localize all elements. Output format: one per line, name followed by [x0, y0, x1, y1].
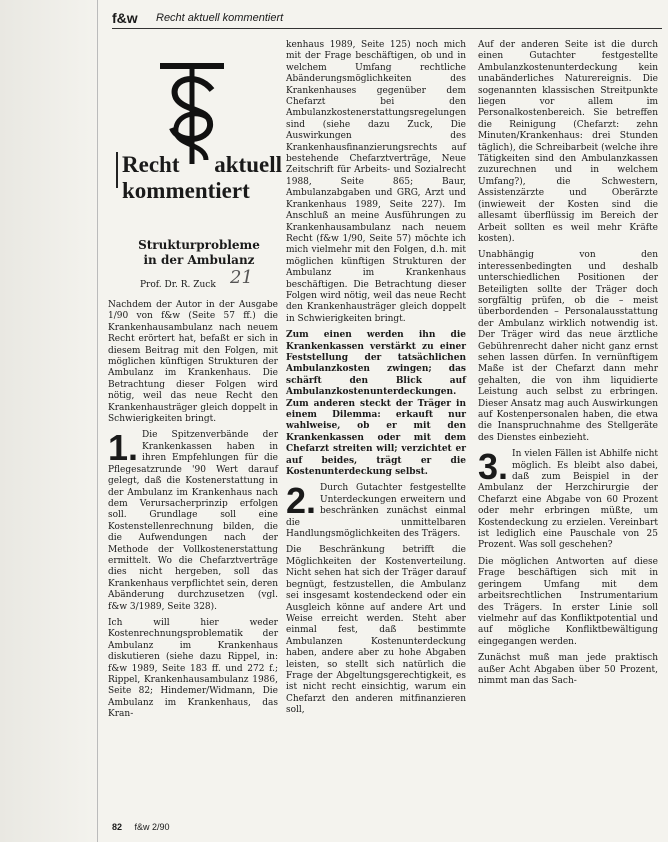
handwritten-number: 21: [230, 267, 253, 288]
binding-line: [97, 0, 98, 842]
column-2: [286, 40, 466, 722]
page-footer: [112, 822, 170, 832]
section-1: [108, 427, 278, 613]
scan-edge: [0, 0, 100, 842]
paragraph: Ich will hier weder Kostenrechnungsproblematik der Ambulanz im Krankenhaus diskutieren (siehe dazu Rippel, in: f&w 1989, Seite 183 ff. und 272 f.; Rippel, Krankenhausambulanz 1986, Seite 82; Hindemer/Widmann, Die Ambulanz im Krankenhaus, das Kran-: [108, 617, 278, 720]
section-title: Recht aktuell kommentiert: [156, 12, 284, 24]
section-3: [478, 446, 658, 552]
page-number: 82: [112, 822, 123, 832]
paragraph: Unabhängig von den interessenbedingten und deshalb unterschiedlichen Positionen der Beteiligten sollte der Träger doch sorgfältig prüfen, ob die – meist überbordenden – Personalausstattung der Ambulanz wirklich notwendig ist. Der Träger wird das neue ärztliche Gebührenrecht daher nicht ganz ernst sehen lassen dürfen. In vernünftigem Maße ist der Chefarzt dann mehr gehalten, die von ihm liquidierte Leistung auch selbst zu erbringen. Dieser Ansatz mag auch Auswirkungen auf Kostenpersonalen haben, die etwa die Inanspruchnahme des Stellgeräte des Dienstes einbezieht.: [478, 250, 658, 443]
section-2: [286, 480, 466, 540]
column-3: [478, 40, 658, 692]
article-author: Prof. Dr. R. Zuck: [140, 280, 216, 290]
section-number: 2.: [286, 480, 317, 522]
paragraph: Die möglichen Antworten auf diese Frage beschäftigen sich mit in geringem Umfang mit dem arbeitsrechtlichen Instrumentarium des Trägers. In erster Linie soll vielmehr auf das Konfliktpotential und auf mögliche Konfliktbewältigung eingegangen werden.: [478, 556, 658, 647]
paragraph: Auf der anderen Seite ist die durch einen Gutachter festgestellte Ambulanzkostenunterdeckung kein unabänderliches Naturereignis. Die sogenannten klassischen Streitpunkte liegen vor allem im Personalkostenbereich. Sie betreffen die Reinigung (Chefarzt: zehn Minuten/Krankenhaus: drei Stunden täglich), die Schreibarbeit (welche ihre Tätigkeiten sind den Ambulanzkassen zuzurechnen und in welchem Umfang?), die Schwestern, Assistenzärzte und Oberärzte (inwieweit der Kosten sind die allesamt überflüssig im Bereich der Arbeit sollten es weil mehr Kräfte kosten).: [478, 40, 658, 244]
article-subtitle: Strukturprobleme in der Ambulanz: [138, 238, 260, 267]
paragraph: kenhaus 1989, Seite 125) noch mich mit der Frage beschäftigen, ob und in welchem Umfang rechtliche Abänderungsmöglichkeiten des Krankenhauses gegenüber dem Chefarzt bei den Ambulanzkostenerstattungsregelungen sind (siehe dazu Zuck, Die Auswirkungen des Krankenhausfinanzierungsrechts auf bestehende Chefarztverträge, Neue Zeitschrift für Arbeits- und Sozialrecht 1988, Seite 865; Baur, Ambulanzabgaben und GRG, Arzt und Krankenhaus 1989, Seite 227). Im Anschluß an meine Ausführungen zu Krankenhausambulanz nach neuem Recht (f&w 1/90, Seite 57) möchte ich mich vielmehr mit den Folgen, d.h. mit möglichen künftigen Strukturen der Ambulanz im Krankenhaus beschäftigen. Die Betrachtung dieser Folgen wird nötig, weil das neue Recht den Krankenhausträger gleich doppelt in Schwierigkeiten bringt.: [286, 40, 467, 324]
title-bar: [116, 152, 118, 188]
section-number: 1.: [108, 427, 139, 469]
column-1: [108, 60, 282, 726]
title-block: [108, 60, 282, 300]
paragraph: Zunächst muß man jede praktisch außer Acht Abgaben über 50 Prozent, nimmt man das Sach-: [478, 653, 658, 686]
section-1-text: Die Spitzenverbände der Krankenkassen haben in ihren Empfehlungen für die Pflegesatzrunde '90 Wert darauf gelegt, daß die Kostenerstattung in der Ambulanz im Krankenhaus nach dem Verursacherprinzip erfolgen soll. Grundlage soll eine Kostenstellenrechnung bilden, die die Aufwendungen nach der Methode der Vollkostenerstattung ermittelt. Wo die Chefarztverträge dies nicht hergeben, soll das Krankenhaus verpflichtet sein, deren Abänderung durchzusetzen (vgl. f&w 3/1989, Seite 328).: [108, 430, 278, 612]
issue-label: f&w 2/90: [134, 822, 170, 832]
section-3-text: In vielen Fällen ist Abhilfe nicht möglich. Es bleibt also dabei, daß zum Beispiel in der Ambulanz der Herzchirurgie der Chefarzt eine Abgabe von 60 Prozent oder mehr erbringen müßte, um Kostendeckung zu erzielen. Vereinbart ist lediglich eine Pauschale von 25 Prozent. Was soll geschehen?: [478, 449, 658, 551]
section-2-text: Durch Gutachter festgestellte Unterdeckungen erweitern und beschränken zunächst einmal die unmittelbaren Handlungsmöglichkeiten des Trägers.: [286, 483, 466, 540]
intro-paragraph: Nachdem der Autor in der Ausgabe 1/90 von f&w (Seite 57 ff.) die Krankenhausambulanz nach neuem Recht erörtert hat, befaßt er sich in diesem Beitrag mit den Folgen, mit möglichen künftigen Strukturen der Ambulanz im Krankenhaus. Die Betrachtung dieser Folgen wird nötig, weil das neue Recht den Krankenhausträger gleich doppelt in Schwierigkeiten bringt.: [108, 300, 278, 425]
article-title: Recht aktuell kommentiert: [122, 152, 282, 203]
paragraph: Die Beschränkung betrifft die Möglichkeiten der Kostenverteilung. Nicht sehen hat sich der Träger darauf begnügt, festzustellen, die Ambulanz sei insgesamt kostendeckend oder ein Ausgleich könne auf andere Art und Weise erreicht werden. Steht aber einmal fest, daß bestimmte Ambulanzen Kostenunterdeckung haben, andere aber zu hohe Abgaben leisten, so stellt sich natürlich die Frage der Abgeltungsgerechtigkeit, es ist nicht recht einsichtig, warum ein Chefarzt den anderen mitfinanzieren soll,: [286, 545, 466, 716]
page-header: [112, 6, 662, 29]
bold-paragraph: Zum einen werden ihn die Krankenkassen verstärkt zu einer Feststellung der tatsächlichen Ambulanzkosten zwingen; das schärft den Blick auf Ambulanzkostenunterdeckungen. Zum anderen steckt der Träger in einem Dilemma: erkauft nur wahlweise, ob er mit den Krankenkassen oder mit dem Chefarzt streiten will; verzichtet er auf beides, trägt er die Kostenunterdeckung selbst.: [286, 330, 466, 478]
fw-logo: f&w: [112, 10, 138, 26]
section-number: 3.: [478, 446, 509, 488]
